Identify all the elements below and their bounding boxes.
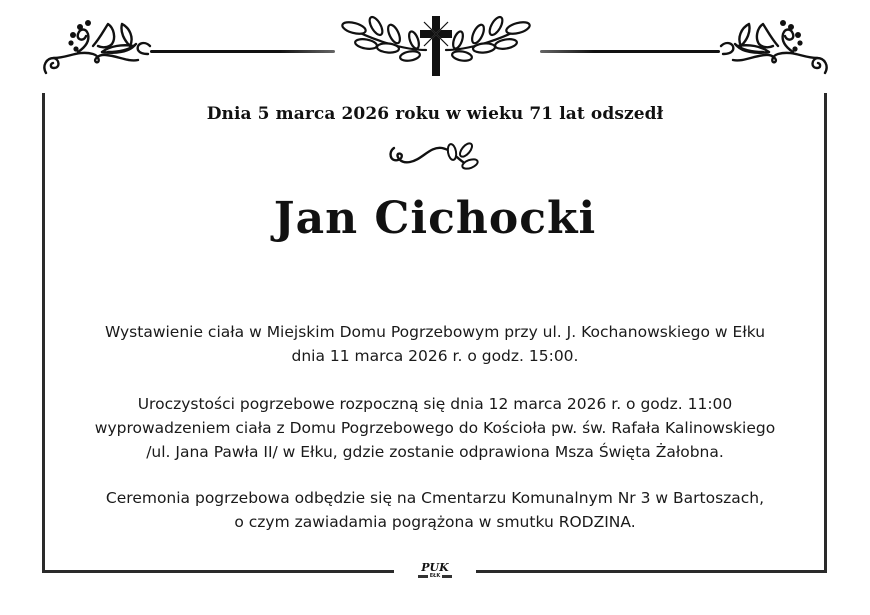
floral-flourish-icon [718,18,833,86]
death-announcement-subtitle: Dnia 5 marca 2026 roku w wieku 71 lat odszedł [206,104,664,124]
paragraph-line: dnia 11 marca 2026 r. o godz. 15:00. [291,347,579,365]
paragraph-line: Wystawienie ciała w Miejskim Domu Pogrzebowym przy ul. J. Kochanowskiego w Ełku [104,323,766,341]
paragraph-line: o czym zawiadamia pogrążona w smutku RODZINA. [234,513,636,531]
top-rule-left [150,50,335,53]
paragraph-line: Uroczystości pogrzebowe rozpoczną się dnia 12 marca 2026 r. o godz. 11:00 [137,395,733,413]
paragraph-line: Ceremonia pogrzebowa odbędzie się na Cmentarzu Komunalnym Nr 3 w Bartoszach, [105,489,765,507]
funeral-ceremony-paragraph [0,392,870,464]
logo-main-text: PUK [421,561,449,574]
logo-bar-right [442,575,452,578]
paragraph-line: wyprowadzeniem ciała z Domu Pogrzebowego do Kościoła pw. św. Rafała Kalinowskiego [94,419,776,437]
frame-bottom-border-left [42,570,394,573]
top-rule-right [540,50,720,53]
logo-sub [394,574,476,579]
logo-bar-left [418,575,428,578]
frame-bottom-border-right [476,570,827,573]
viewing-paragraph [0,320,870,368]
logo-sub-text: EŁK [429,573,441,579]
vine-divider-icon [386,140,482,172]
cross-with-laurel-icon [336,14,536,80]
floral-flourish-icon [38,18,153,86]
deceased-name: Jan Cichocki [273,193,597,244]
paragraph-line: /ul. Jana Pawła II/ w Ełku, gdzie zostanie odprawiona Msza Święta Żałobna. [146,443,724,461]
burial-paragraph [0,486,870,534]
puk-elk-logo [394,562,476,579]
